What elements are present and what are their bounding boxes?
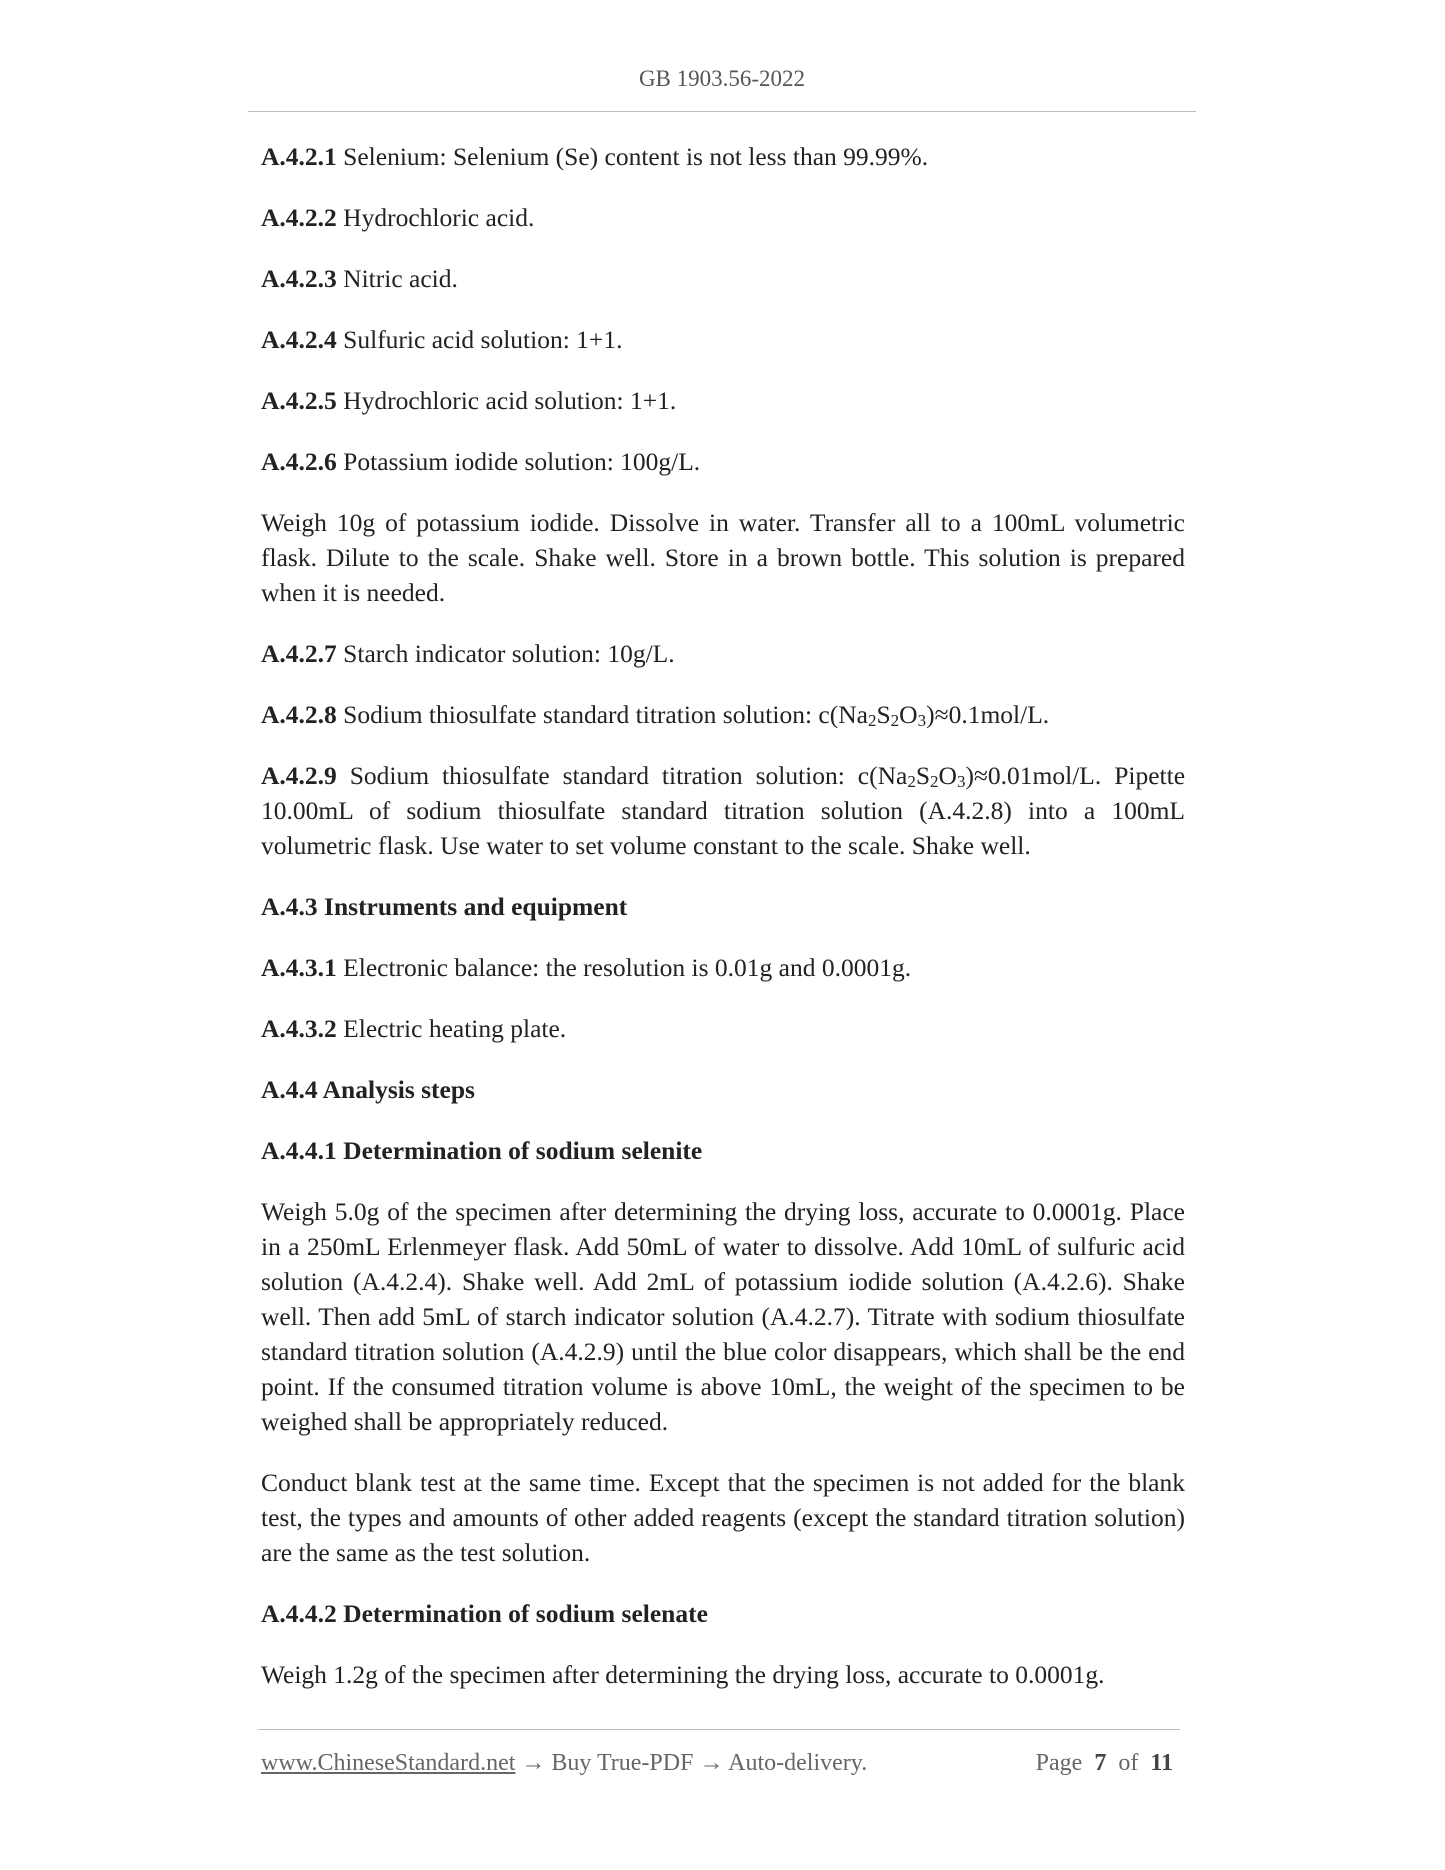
subscript: 2	[907, 772, 916, 791]
footer-promo	[261, 1747, 867, 1779]
clause-number: A.4.2.1	[261, 142, 337, 171]
clause-number: A.4.2.3	[261, 264, 337, 293]
clause-a4-2-9	[261, 758, 1185, 863]
section-heading-sodium-selenite: A.4.4.1 Determination of sodium selenite	[261, 1136, 703, 1165]
page-current: 7	[1094, 1750, 1107, 1776]
document-header	[248, 64, 1196, 94]
clause-a4-2-1	[261, 139, 1185, 174]
clause-a4-2-3	[261, 261, 1185, 296]
potassium-iodide-preparation-paragraph: Weigh 10g of potassium iodide. Dissolve in water. Transfer all to a 100mL volumetric flask. Dilute to the scale. Shake well. Store in a brown bottle. This solution is prepared when it is needed.	[261, 508, 1185, 607]
buy-pdf-text: Buy True-PDF	[551, 1750, 694, 1776]
page-of-label: of	[1118, 1750, 1139, 1776]
clause-number: A.4.2.4	[261, 325, 337, 354]
clause-a4-2-7	[261, 636, 1185, 671]
page-label: Page	[1035, 1750, 1083, 1776]
standard-number: GB 1903.56-2022	[638, 66, 806, 91]
clause-text-after: )≈0.1mol/L.	[926, 700, 1050, 729]
clause-number: A.4.2.9	[261, 761, 337, 790]
sodium-selenate-procedure-paragraph: Weigh 1.2g of the specimen after determining the drying loss, accurate to 0.0001g.	[261, 1660, 1105, 1689]
clause-text-after: )≈0.01mol/L. Pipette 10.00mL of sodium thiosulfate standard titration solution (A.4.2.8) into a 100mL volumetric flask. Use water to set volume constant to the scale. Shake well.	[261, 761, 1186, 860]
arrow-right-icon: →	[699, 1750, 724, 1776]
formula-part: S	[915, 761, 931, 790]
clause-text: Potassium iodide solution: 100g/L.	[343, 447, 701, 476]
clause-text: Electronic balance: the resolution is 0.01g and 0.0001g.	[343, 953, 912, 982]
clause-number: A.4.2.7	[261, 639, 337, 668]
formula-part: O	[938, 761, 957, 790]
clause-a4-3-2	[261, 1011, 1185, 1046]
clause-a4-3-1	[261, 950, 1185, 985]
clause-a4-2-2	[261, 200, 1185, 235]
formula-part: O	[899, 700, 918, 729]
clause-text: Sodium thiosulfate standard titration solution: c(Na	[349, 761, 908, 790]
clause-number: A.4.2.2	[261, 203, 337, 232]
clause-a4-2-6	[261, 444, 1185, 479]
clause-text: Nitric acid.	[343, 264, 458, 293]
page-number	[1036, 1747, 1173, 1779]
clause-text: Electric heating plate.	[343, 1014, 567, 1043]
clause-text: Starch indicator solution: 10g/L.	[343, 639, 675, 668]
clause-number: A.4.2.6	[261, 447, 337, 476]
clause-text: Sodium thiosulfate standard titration solution: c(Na	[343, 700, 868, 729]
website-link[interactable]: www.ChineseStandard.net	[261, 1750, 516, 1776]
document-body	[261, 139, 1185, 1718]
footer-divider	[258, 1729, 1180, 1730]
clause-text: Hydrochloric acid.	[343, 203, 535, 232]
clause-number: A.4.3.2	[261, 1014, 337, 1043]
arrow-right-icon: →	[521, 1750, 546, 1776]
formula-part: S	[876, 700, 891, 729]
clause-a4-2-4	[261, 322, 1185, 357]
section-heading-analysis-steps: A.4.4 Analysis steps	[261, 1075, 475, 1104]
page-total: 11	[1150, 1750, 1173, 1776]
blank-test-paragraph: Conduct blank test at the same time. Except that the specimen is not added for the blank test, the types and amounts of other added reagents (except the standard titration solution) are the same as the test solution.	[261, 1468, 1185, 1567]
sodium-selenite-procedure-paragraph: Weigh 5.0g of the specimen after determining the drying loss, accurate to 0.0001g. Place in a 250mL Erlenmeyer flask. Add 50mL of water to dissolve. Add 10mL of sulfuric acid solution (A.4.2.4). Shake well. Add 2mL of potassium iodide solution (A.4.2.6). Shake well. Then add 5mL of starch indicator solution (A.4.2.7). Titrate with sodium thiosulfate standard titration solution (A.4.2.9) until the blue color disappears, which shall be the end point. If the consumed titration volume is above 10mL, the weight of the specimen to be weighed shall be appropriately reduced.	[261, 1197, 1185, 1436]
clause-a4-2-8	[261, 697, 1185, 732]
auto-delivery-text: Auto-delivery.	[728, 1750, 868, 1776]
subscript: 2	[930, 772, 939, 791]
subscript: 2	[890, 711, 900, 730]
header-divider	[248, 111, 1196, 112]
clause-text: Hydrochloric acid solution: 1+1.	[343, 386, 677, 415]
subscript: 3	[956, 772, 966, 791]
clause-number: A.4.2.5	[261, 386, 337, 415]
section-heading-sodium-selenate: A.4.4.2 Determination of sodium selenate	[261, 1599, 708, 1628]
clause-text: Selenium: Selenium (Se) content is not less than 99.99%.	[343, 142, 929, 171]
clause-a4-2-5	[261, 383, 1185, 418]
section-heading-instruments: A.4.3 Instruments and equipment	[261, 892, 628, 921]
clause-number: A.4.3.1	[261, 953, 337, 982]
subscript: 2	[867, 711, 877, 730]
subscript: 3	[917, 711, 927, 730]
clause-text: Sulfuric acid solution: 1+1.	[343, 325, 623, 354]
clause-number: A.4.2.8	[261, 700, 337, 729]
